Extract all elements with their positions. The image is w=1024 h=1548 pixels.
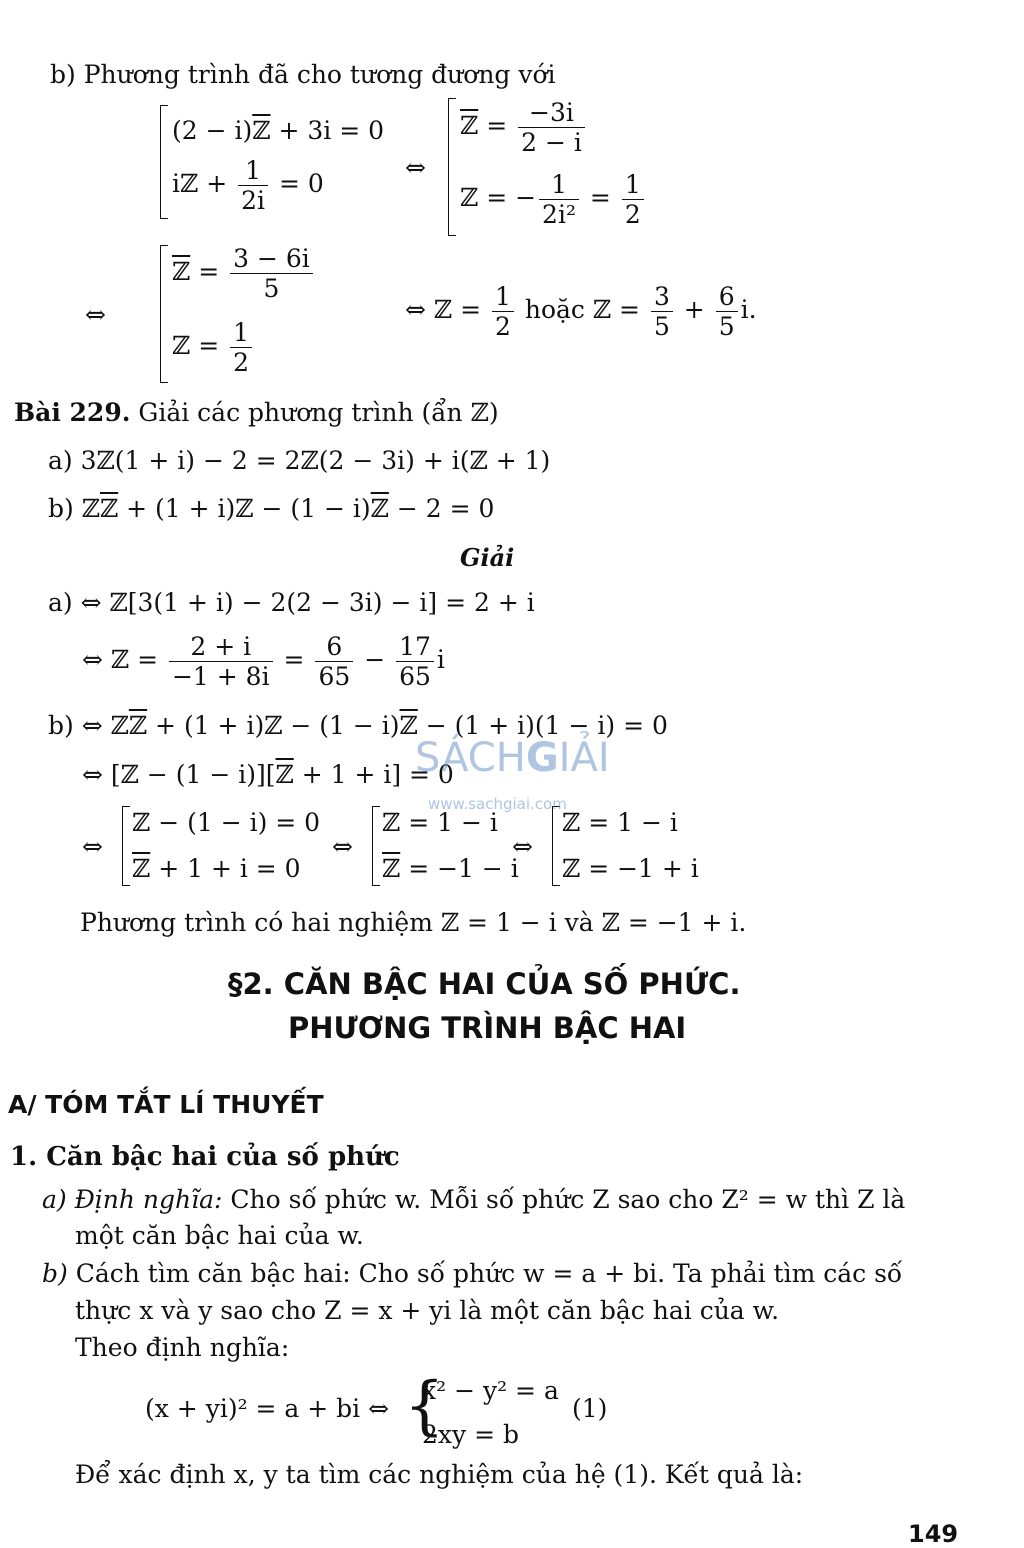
equation-line: ℤ = 1 − i	[562, 808, 678, 837]
method-text: Để xác định x, y ta tìm các nghiệm của hệ (1). Kết quả là:	[75, 1460, 804, 1489]
system-equation: x² − y² = a	[422, 1376, 559, 1405]
equivalence-symbol: ⇔	[332, 832, 353, 861]
solution-b-line: ⇔ [ℤ − (1 − i)][ℤ + 1 + i] = 0	[82, 760, 454, 789]
conclusion-text: Phương trình có hai nghiệm ℤ = 1 − i và ℤ = −1 + i.	[80, 908, 747, 937]
subsection-heading: 1. Căn bậc hai của số phức	[10, 1142, 400, 1172]
equation-left: (x + yi)² = a + bi ⇔	[145, 1394, 390, 1423]
solution-a-line: a) ⇔ ℤ[3(1 + i) − 2(2 − 3i) − i] = 2 + i	[48, 588, 535, 617]
method-text: b) Cách tìm căn bậc hai: Cho số phức w = a + bi. Ta phải tìm các số	[42, 1259, 903, 1288]
bracket	[122, 806, 130, 886]
page-number: 149	[908, 1520, 959, 1548]
result-line: ⇔ ℤ = $\frac{1}{2}$ hoặc ℤ = $\frac{3}{5}$ + $\frac{6}{5}$ i.	[405, 282, 757, 341]
solution-heading: Giải	[460, 543, 515, 572]
equation-line: ℤ = 1 − i	[382, 808, 498, 837]
equivalence-symbol: ⇔	[85, 300, 106, 329]
bracket	[372, 806, 380, 886]
watermark-url: www.sachgiai.com	[428, 795, 567, 813]
section-title-line1: §2. CĂN BẬC HAI CỦA SỐ PHỨC.	[228, 967, 741, 1001]
equation-number: (1)	[572, 1394, 608, 1423]
equivalence-symbol: ⇔	[82, 832, 103, 861]
equation-line: ℤ = $\frac{3 - 6i}{5}$	[172, 246, 316, 301]
equation-line: iℤ + $\frac{1}{2i}$ = 0	[172, 156, 324, 215]
equivalence-symbol: ⇔	[405, 153, 426, 182]
exercise-part-a: a) 3ℤ(1 + i) − 2 = 2ℤ(2 − 3i) + i(ℤ + 1)	[48, 446, 551, 475]
bracket	[448, 98, 456, 236]
equation-line: ℤ = − $\frac{1}{\text{2i²}}$ = $\frac{1}{2}$	[460, 172, 647, 227]
brace: {	[404, 1369, 445, 1443]
equation-line: ℤ + 1 + i = 0	[132, 854, 301, 883]
section-title-line2: PHƯƠNG TRÌNH BẬC HAI	[288, 1011, 687, 1045]
exercise-part-b: b) ℤℤ + (1 + i)ℤ − (1 − i)ℤ − 2 = 0	[48, 494, 495, 523]
method-text: Theo định nghĩa:	[75, 1333, 290, 1362]
method-text: thực x và y sao cho Z = x + yi là một căn bậc hai của w.	[75, 1296, 780, 1325]
equation-line: ℤ = $\frac{-3i}{2 - i}$	[460, 100, 588, 155]
bracket	[552, 806, 560, 886]
solution-b-line: b) ⇔ ℤℤ + (1 + i)ℤ − (1 − i)ℤ − (1 + i)(1 − i) = 0	[48, 711, 668, 740]
part-heading: A/ TÓM TẮT LÍ THUYẾT	[8, 1090, 324, 1119]
definition-text: a) Định nghĩa: Cho số phức w. Mỗi số phức Z sao cho Z² = w thì Z là	[42, 1185, 906, 1214]
watermark-logo: SÁCHGIẢI	[415, 735, 610, 781]
exercise-heading: Bài 229. Giải các phương trình (ẩn ℤ)	[14, 398, 499, 427]
system-equation: 2xy = b	[422, 1420, 519, 1449]
equation-line: ℤ = −1 − i	[382, 854, 519, 883]
bracket	[160, 105, 168, 219]
solution-a-line: ⇔ ℤ = $\frac{2 + i}{-1 + 8i}$ = $\frac{6}{65}$ − $\frac{17}{65}$ i	[82, 632, 445, 691]
equation-line: (2 − i)ℤ + 3i = 0	[172, 116, 384, 145]
equivalence-symbol: ⇔	[512, 832, 533, 861]
definition-text: một căn bậc hai của w.	[75, 1221, 364, 1250]
equation-line: ℤ = $\frac{1}{2}$	[172, 320, 255, 375]
equation-line: ℤ − (1 − i) = 0	[132, 808, 321, 837]
part-b-intro: b) Phương trình đã cho tương đương với	[50, 60, 556, 89]
equation-line: ℤ = −1 + i	[562, 854, 699, 883]
bracket	[160, 245, 168, 383]
